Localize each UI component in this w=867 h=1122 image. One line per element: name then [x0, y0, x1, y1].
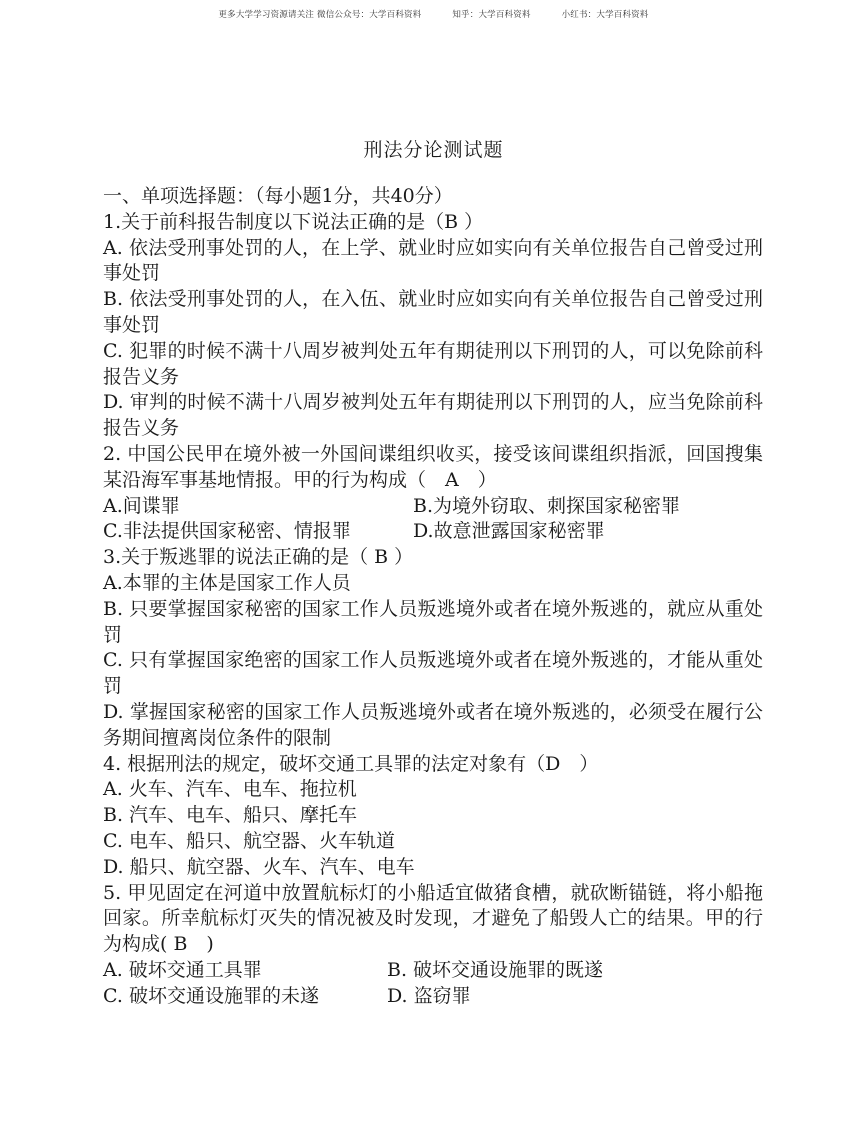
question-4-option-b: B. 汽车、电车、船只、摩托车	[103, 804, 358, 827]
question-5-option-d: D. 盗窃罪	[387, 984, 471, 1007]
header-xiaohongshu: 小红书：大学百科资料	[561, 10, 649, 20]
question-5-options-row-1	[103, 958, 763, 984]
question-2-option-b: B.为境外窃取、刺探国家秘密罪	[413, 494, 681, 517]
question-4-option-d: D. 船只、航空器、火车、汽车、电车	[103, 855, 415, 878]
question-5-option-b: B. 破坏交通设施罪的既遂	[387, 958, 604, 981]
question-3-option-d: D. 掌握国家秘密的国家工作人员叛逃境外或者在境外叛逃的，必须受在履行公务期间擅离岗位条件的限制	[103, 700, 763, 749]
question-4-option-a: A. 火车、汽车、电车、拖拉机	[103, 778, 357, 801]
question-4-stem: 4. 根据刑法的规定，破坏交通工具罪的法定对象有（D ）	[103, 752, 599, 775]
section-heading: 一、单项选择题：（每小题1分，共40分）	[103, 185, 453, 207]
question-3-option-c: C. 只有掌握国家绝密的国家工作人员叛逃境外或者在境外叛逃的，才能从重处罚	[103, 649, 763, 698]
question-5-options-row-2	[103, 984, 763, 1010]
question-4-option-c: C. 电车、船只、航空器、火车轨道	[103, 829, 395, 852]
question-1-option-d: D. 审判的时候不满十八周岁被判处五年有期徒刑以下刑罚的人，应当免除前科报告义务	[103, 391, 763, 440]
page-header	[0, 8, 867, 20]
question-2-options-row-2	[103, 519, 763, 545]
question-2-option-c: C.非法提供国家秘密、情报罪	[103, 520, 351, 543]
question-2-stem: 2. 中国公民甲在境外被一外国间谍组织收买，接受该间谍组织指派，回国搜集某沿海军事基地情报。甲的行为构成（ A ）	[103, 442, 763, 491]
question-3-option-a: A.本罪的主体是国家工作人员	[103, 571, 351, 594]
question-3-option-b: B. 只要掌握国家秘密的国家工作人员叛逃境外或者在境外叛逃的，就应从重处罚	[103, 597, 763, 646]
question-3-stem: 3.关于叛逃罪的说法正确的是（ B ）	[103, 546, 414, 569]
question-1-option-a: A. 依法受刑事处罚的人，在上学、就业时应如实向有关单位报告自己曾受过刑事处罚	[103, 236, 763, 285]
question-1-stem: 1.关于前科报告制度以下说法正确的是（B ）	[103, 210, 484, 233]
document-body	[103, 184, 763, 1010]
header-wechat: 更多大学学习资源请关注 微信公众号：大学百科资料	[218, 10, 422, 20]
header-zhihu: 知乎：大学百科资料	[452, 10, 531, 20]
question-5-option-a: A. 破坏交通工具罪	[103, 958, 262, 981]
question-5-option-c: C. 破坏交通设施罪的未遂	[103, 984, 319, 1007]
question-5-stem: 5. 甲见固定在河道中放置航标灯的小船适宜做猪食槽，就砍断锚链，将小船拖回家。所幸航标灯灭失的情况被及时发现，才避免了船毁人亡的结果。甲的行为构成( B )	[103, 881, 763, 956]
question-1-option-b: B. 依法受刑事处罚的人，在入伍、就业时应如实向有关单位报告自己曾受过刑事处罚	[103, 288, 763, 336]
question-2-options-row-1	[103, 494, 763, 520]
question-2-option-d: D.故意泄露国家秘密罪	[413, 520, 605, 543]
question-1-option-c: C. 犯罪的时候不满十八周岁被判处五年有期徒刑以下刑罚的人，可以免除前科报告义务	[103, 339, 763, 388]
document-title: 刑法分论测试题	[363, 139, 504, 161]
question-2-option-a: A.间谍罪	[103, 494, 180, 517]
